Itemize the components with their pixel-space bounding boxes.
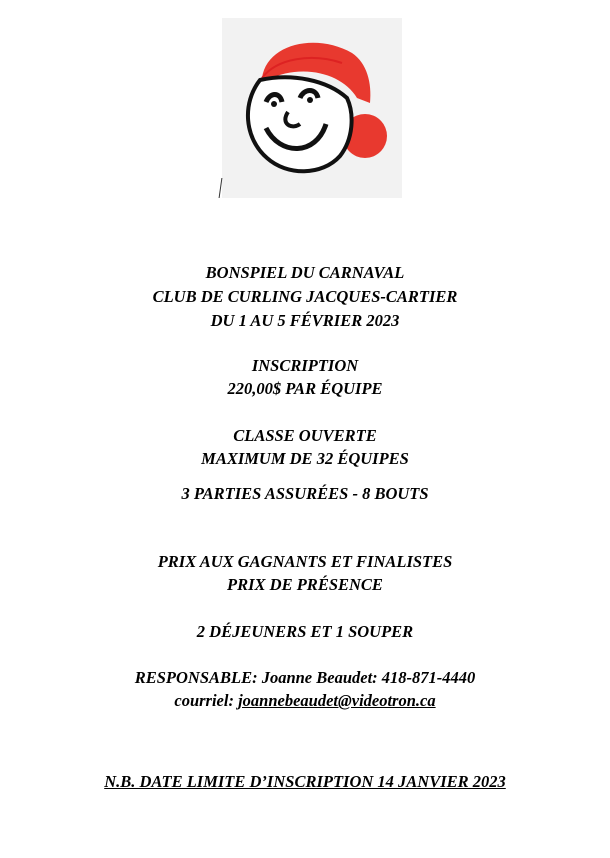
- email-link[interactable]: joannebeaudet@videotron.ca: [238, 691, 436, 710]
- club-name: CLUB DE CURLING JACQUES-CARTIER: [152, 287, 458, 306]
- max-teams: MAXIMUM DE 32 ÉQUIPES: [201, 449, 409, 468]
- class-label: CLASSE OUVERTE: [233, 426, 377, 445]
- registration-label: INSCRIPTION: [251, 356, 359, 375]
- games-info: 3 PARTIES ASSURÉES - 8 BOUTS: [181, 484, 429, 503]
- deadline-note: N.B. DATE LIMITE D’INSCRIPTION 14 JANVIER 2023: [104, 772, 506, 791]
- prizes-winners: PRIX AUX GAGNANTS ET FINALISTES: [157, 552, 453, 571]
- contact-responsible: RESPONSABLE: Joanne Beaudet: 418-871-4440: [134, 668, 476, 687]
- contact-email-line: [0, 691, 610, 711]
- jester-face-icon: [222, 18, 402, 198]
- prizes-attendance: PRIX DE PRÉSENCE: [227, 575, 383, 594]
- event-dates: DU 1 AU 5 FÉVRIER 2023: [210, 311, 400, 330]
- logo: [222, 18, 402, 198]
- event-title: BONSPIEL DU CARNAVAL: [205, 263, 405, 282]
- email-label: courriel:: [174, 691, 239, 710]
- registration-price: 220,00$ PAR ÉQUIPE: [227, 379, 383, 398]
- meals-info: 2 DÉJEUNERS ET 1 SOUPER: [196, 622, 414, 641]
